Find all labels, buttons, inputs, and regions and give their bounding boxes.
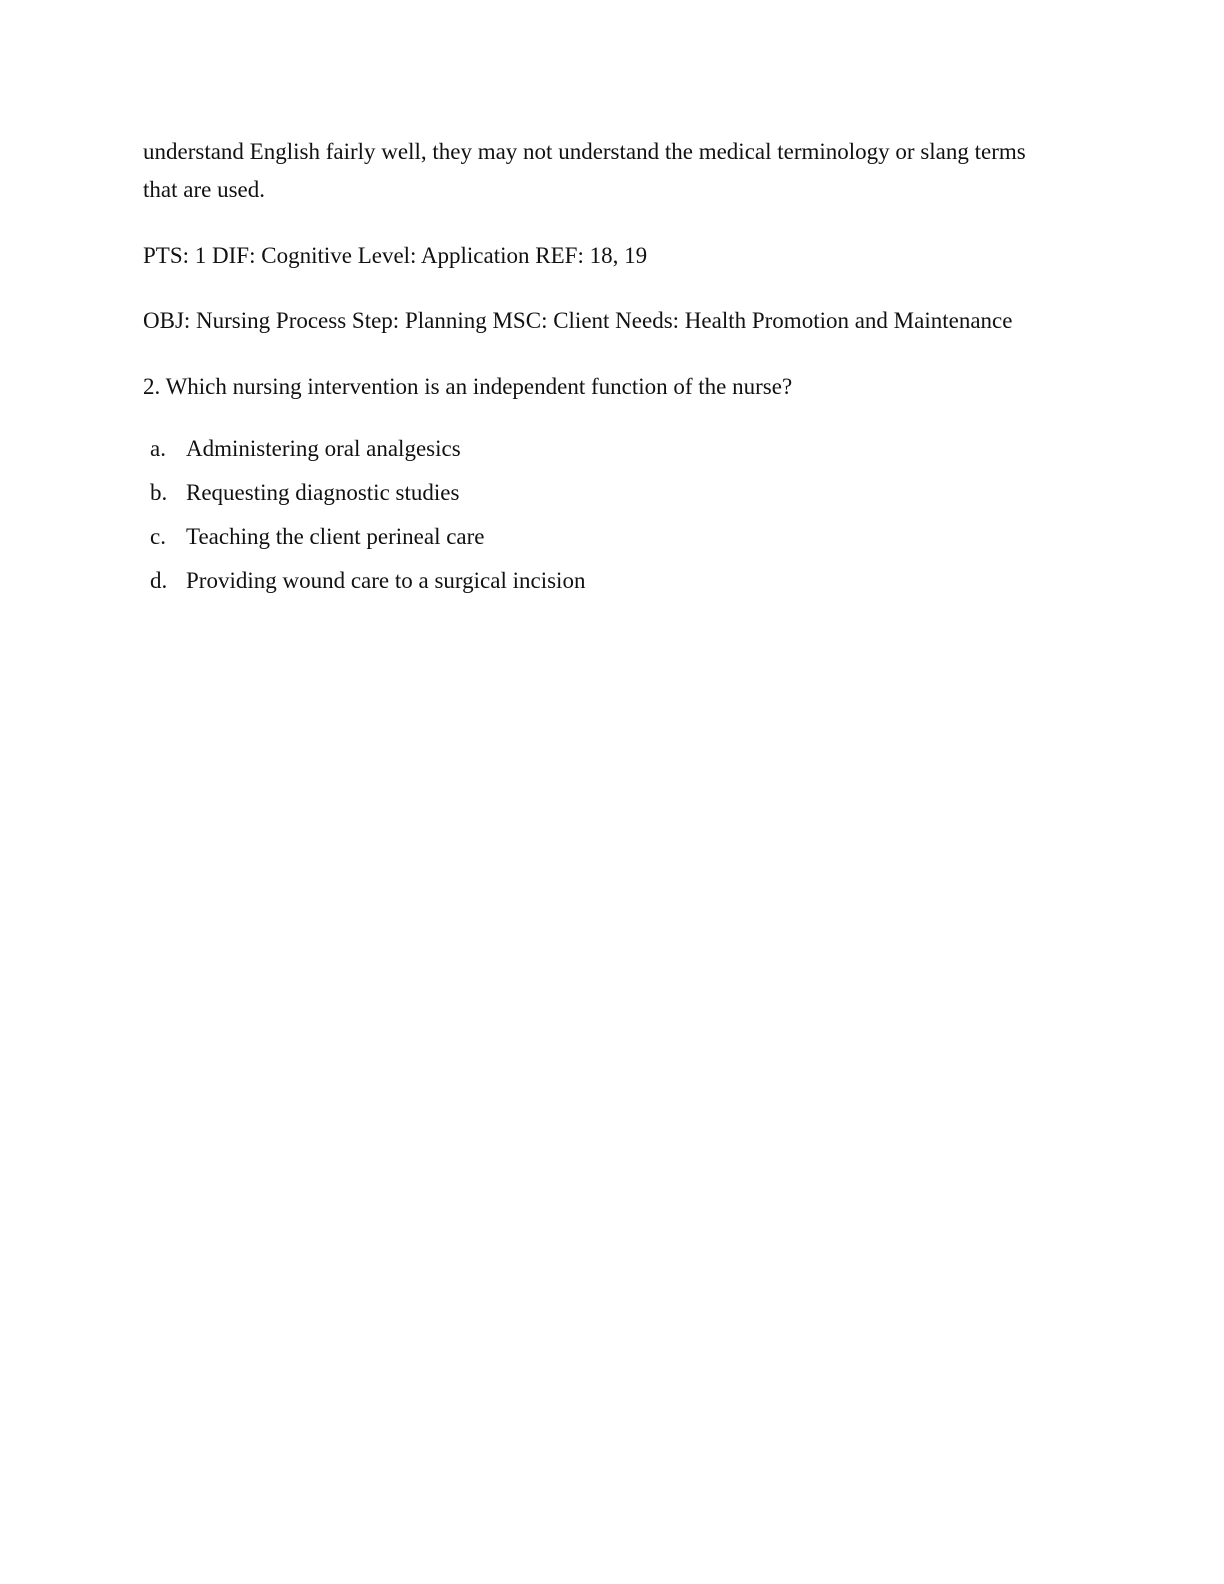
option-letter: b. bbox=[150, 480, 168, 505]
option-letter: d. bbox=[150, 568, 168, 593]
metadata-pts-line: PTS: 1 DIF: Cognitive Level: Application REF: 18, 19 bbox=[143, 243, 648, 268]
option-text: Requesting diagnostic studies bbox=[186, 480, 460, 505]
continuation-line-1: understand English fairly well, they may not understand the medical terminology or slang terms bbox=[143, 139, 1026, 164]
option-letter: c. bbox=[150, 524, 166, 549]
option-letter: a. bbox=[150, 436, 166, 461]
metadata-obj-line: OBJ: Nursing Process Step: Planning MSC: Client Needs: Health Promotion and Maintenance bbox=[143, 308, 1013, 333]
option-text: Teaching the client perineal care bbox=[186, 524, 485, 549]
continuation-line-2: that are used. bbox=[143, 177, 265, 202]
option-text: Providing wound care to a surgical incision bbox=[186, 568, 586, 593]
option-text: Administering oral analgesics bbox=[186, 436, 461, 461]
question-text: 2. Which nursing intervention is an independent function of the nurse? bbox=[143, 374, 793, 399]
